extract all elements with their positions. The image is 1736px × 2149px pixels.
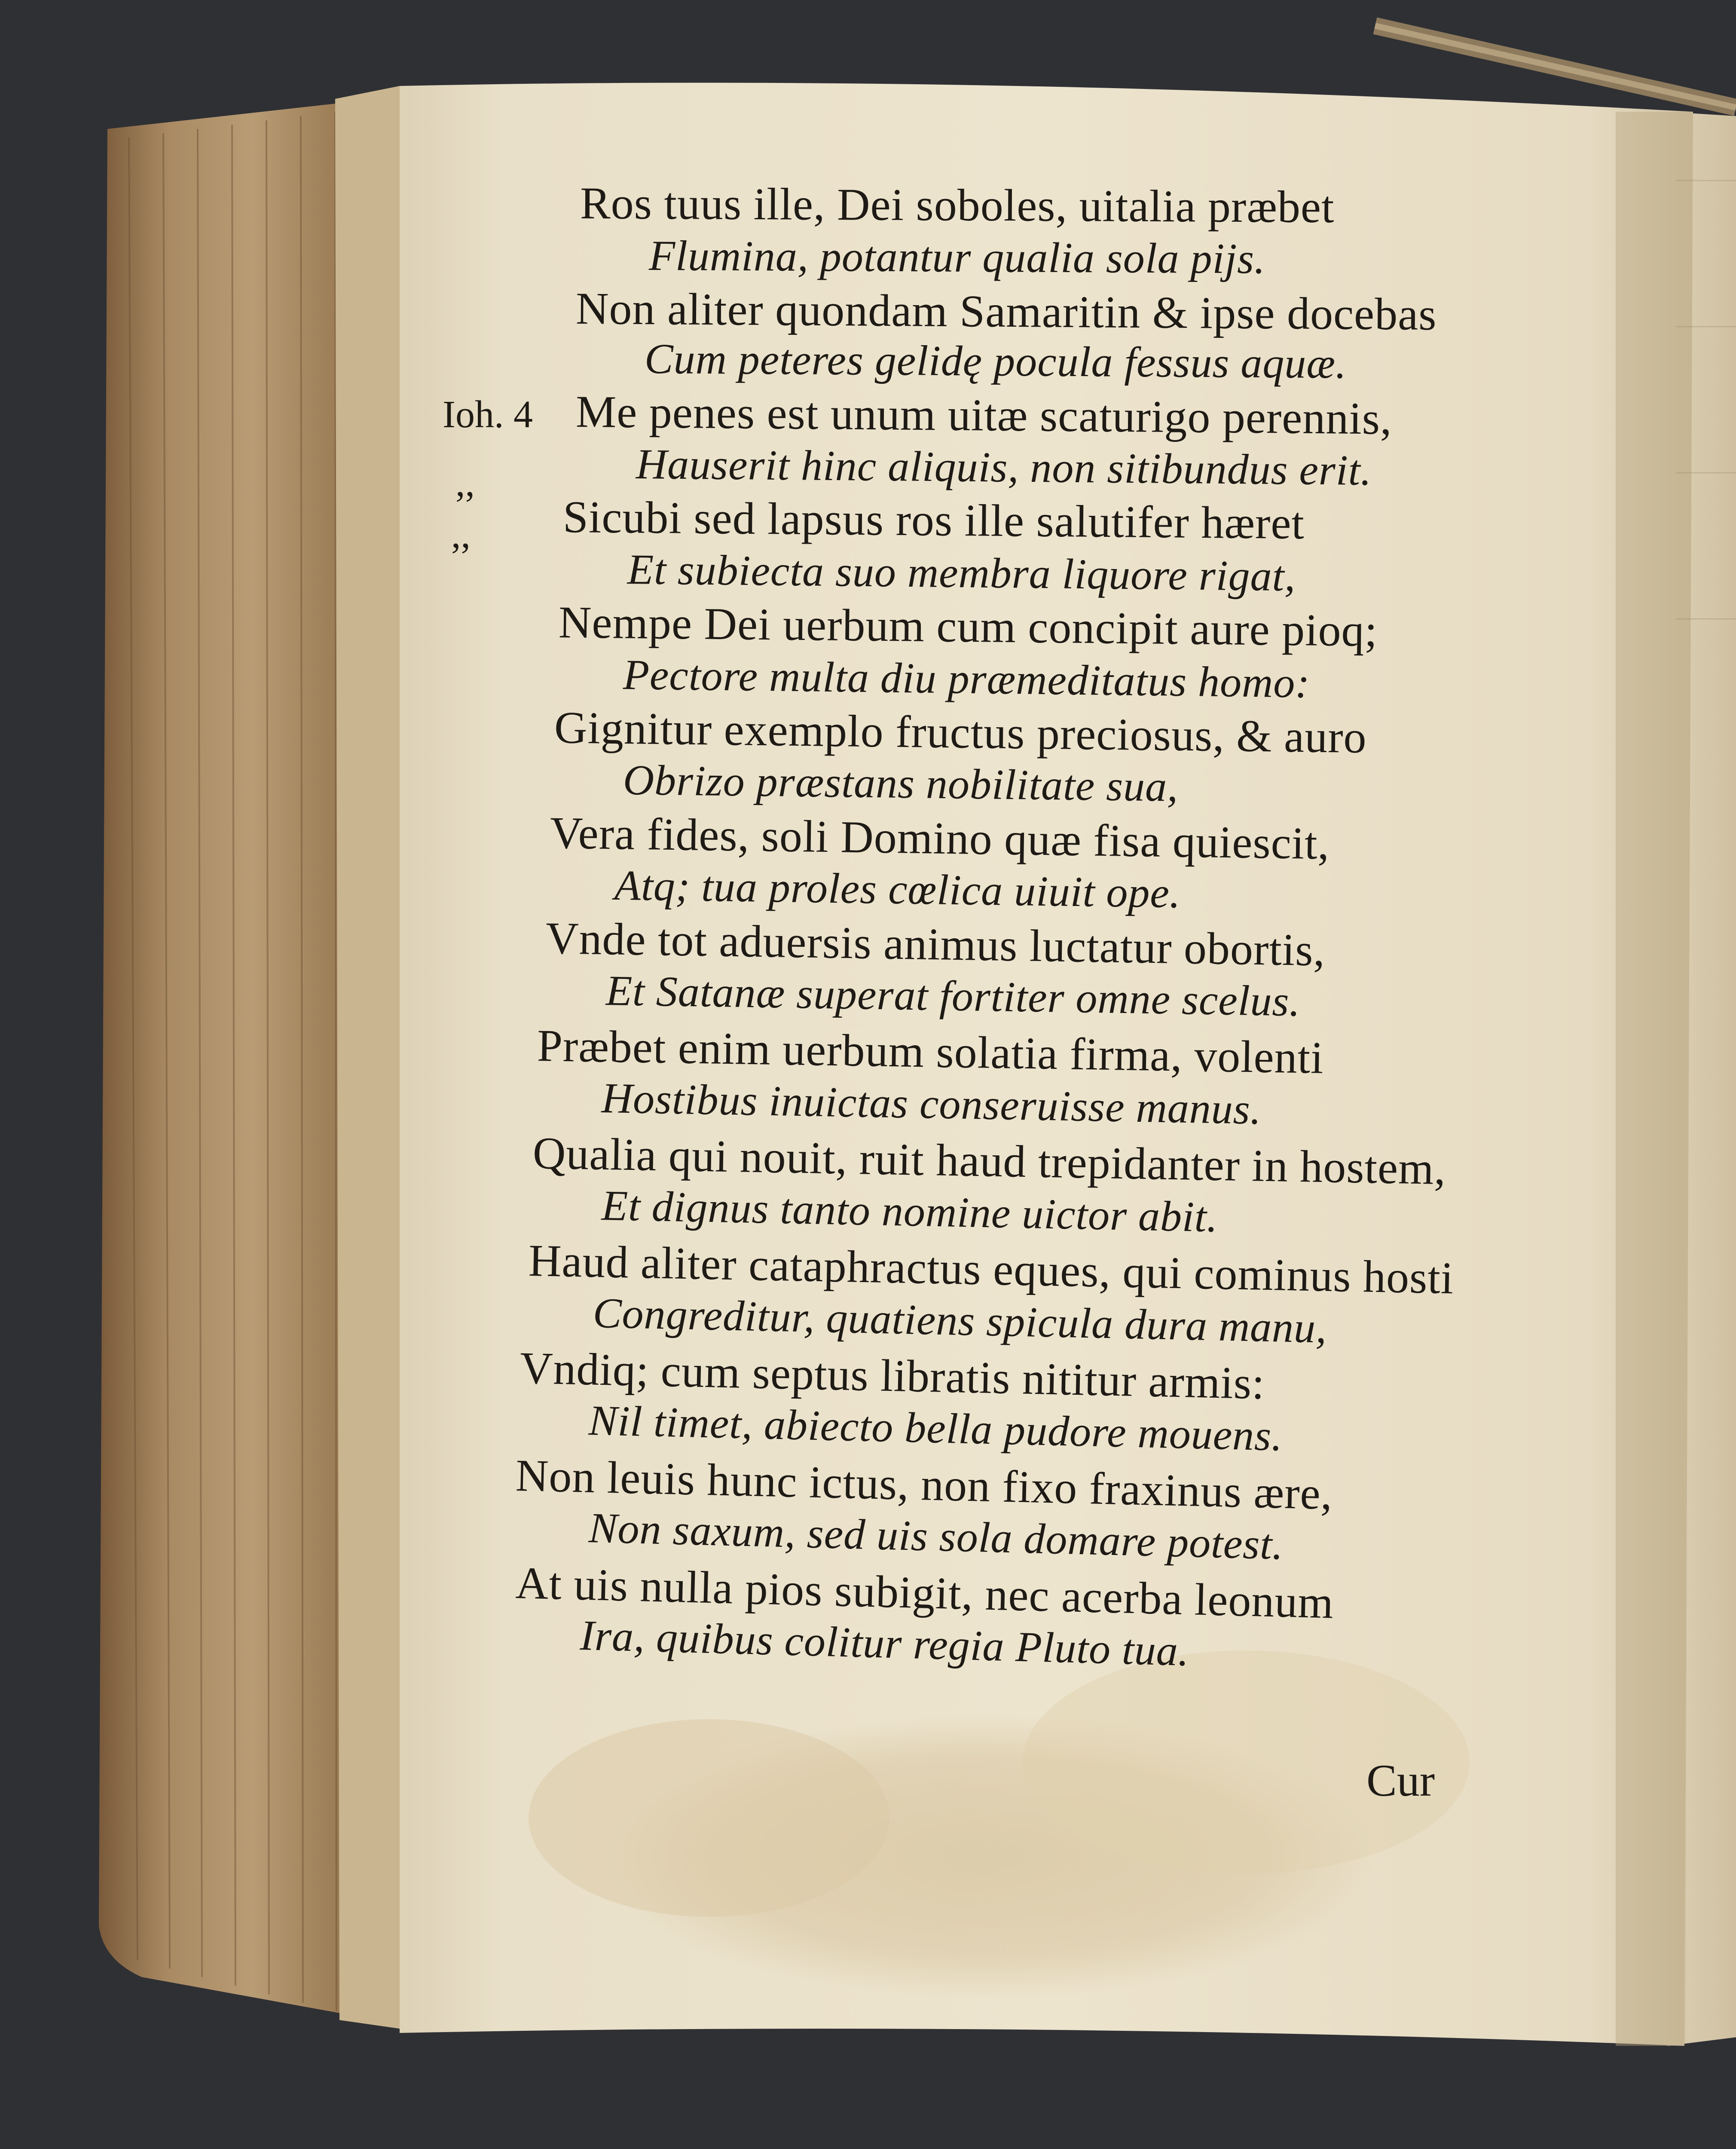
verse-line: Hauserit hinc aliquis, non sitibundus erit. bbox=[636, 440, 1372, 494]
verse-line: Nil timet, abiecto bella pudore mouens. bbox=[588, 1396, 1284, 1460]
verse-line: Non leuis hunc ictus, non fixo fraxinus ære, bbox=[515, 1450, 1333, 1519]
verse-line: Vndiq; cum septus libratis nititur armis: bbox=[519, 1343, 1265, 1409]
verse-line: Hostibus inuictas conseruisse manus. bbox=[601, 1074, 1262, 1133]
verse-line: Gignitur exemplo fructus preciosus, & auro bbox=[554, 702, 1367, 763]
verse-line: Ira, quibus colitur regia Pluto tua. bbox=[579, 1611, 1190, 1675]
verse-line: Flumina, potantur qualia sola pijs. bbox=[648, 232, 1266, 283]
marginal-reference: Ioh. 4 bbox=[443, 393, 533, 436]
verse-line: Non aliter quondam Samaritin & ipse docebas bbox=[575, 283, 1437, 340]
verse-line: Congreditur, quatiens spicula dura manu, bbox=[592, 1289, 1328, 1352]
verse-line: Ros tuus ille, Dei soboles, uitalia præbet bbox=[580, 178, 1335, 233]
verse-line: Præbet enim uerbum solatia firma, volenti bbox=[537, 1020, 1324, 1083]
verse-line: Atq; tua proles cœlica uiuit ope. bbox=[614, 861, 1181, 917]
verse-line: Sicubi sed lapsus ros ille salutifer hæret bbox=[562, 492, 1305, 549]
verse-line: Cum peteres gelidę pocula fessus aquæ. bbox=[644, 335, 1347, 388]
quote-mark: ,, bbox=[455, 462, 475, 505]
verse-line: Haud aliter cataphractus eques, qui cominus hosti bbox=[528, 1235, 1455, 1304]
quote-mark: ,, bbox=[451, 514, 471, 556]
verse-line: Vnde tot aduersis animus luctatur obortis, bbox=[545, 913, 1326, 976]
verse-line: At uis nulla pios subigit, nec acerba leonum bbox=[515, 1558, 1335, 1628]
verse-line: Non saxum, sed uis sola domare potest. bbox=[588, 1504, 1284, 1569]
catchword: Cur bbox=[1366, 1755, 1435, 1806]
verse-line: Nempe Dei uerbum cum concipit aure pioq; bbox=[558, 597, 1378, 656]
verse-line: Et subiecta suo membra liquore rigat, bbox=[627, 545, 1296, 600]
verse-line: Obrizo præstans nobilitate sua, bbox=[623, 756, 1179, 811]
verse-line: Vera fides, soli Domino quæ fisa quiescit, bbox=[550, 808, 1330, 869]
verse-line: Et dignus tanto nomine uictor abit. bbox=[601, 1182, 1219, 1241]
verse-line: Pectore multa diu præmeditatus homo: bbox=[623, 651, 1311, 707]
verse-line: Et Satanæ superat fortiter omne scelus. bbox=[605, 967, 1301, 1026]
verse-line: Me penes est unum uitæ scaturigo perennis, bbox=[575, 386, 1393, 444]
verse-line: Qualia qui nouit, ruit haud trepidanter in hostem, bbox=[532, 1128, 1447, 1194]
